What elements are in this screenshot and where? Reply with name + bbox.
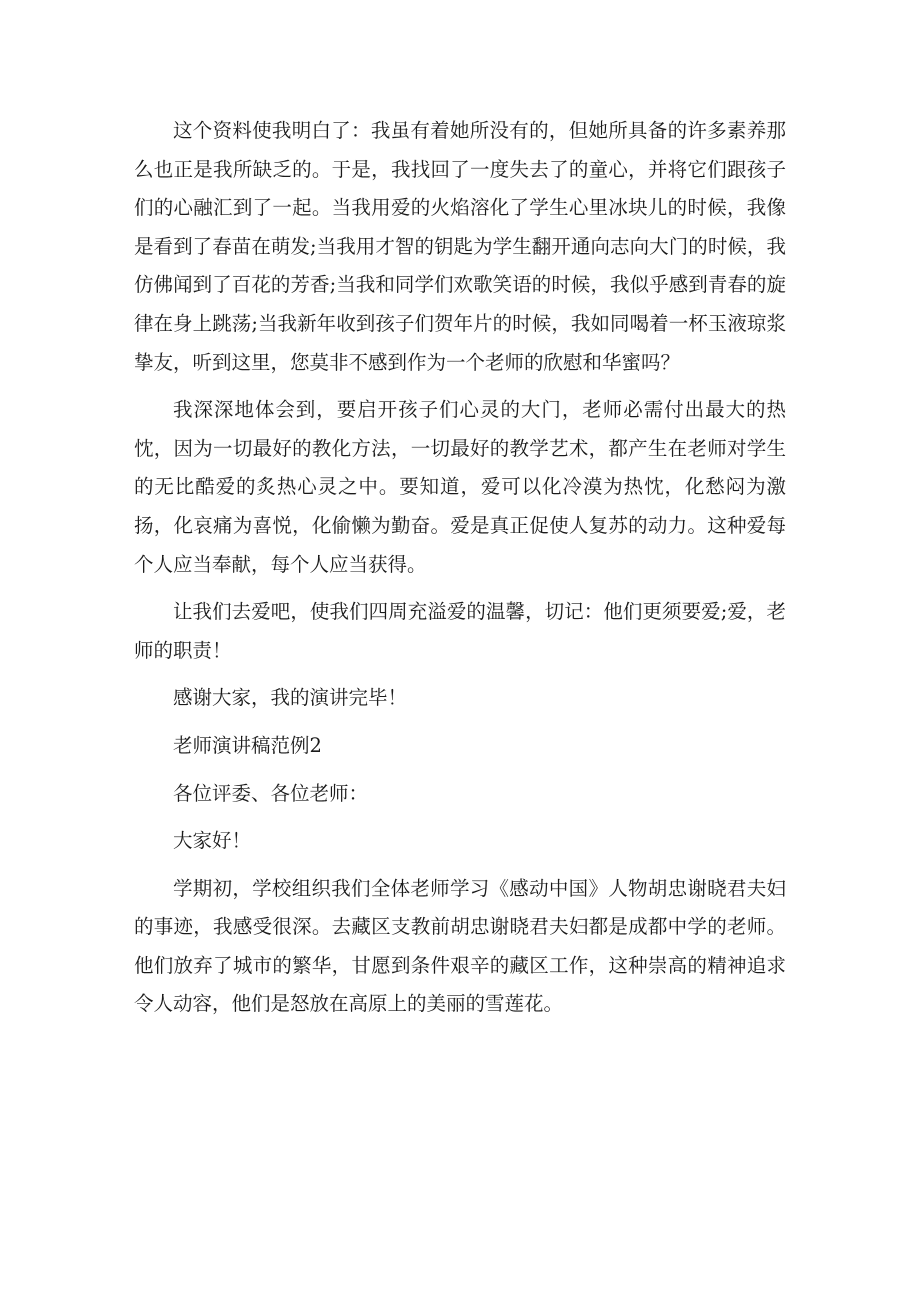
greeting: 大家好！: [173, 829, 252, 853]
paragraph-1: 这个资料使我明白了：我虽有着她所没有的，但她所具备的许多素养那么也正是我所缺乏的。于是，我找回了一度失去了的童心，并将它们跟孩子们的心融汇到了一起。当我用爱的火焰溶化了学生心里冰块儿的时候，我像是看到了春苗在萌发;当我用才智的钥匙为学生翻开通向志向大门的时候，我仿佛闻到了百花的芳香;当我和同学们欢歌笑语的时候，我似乎感到青春的旋律在身上跳荡;当我新年收到孩子们贺年片的时候，我如同喝着一杯玉液琼浆挚友，听到这里，您莫非不感到作为一个老师的欣慰和华蜜吗？: [134, 119, 786, 374]
paragraph-5: 学期初，学校组织我们全体老师学习《感动中国》人物胡忠谢晓君夫妇的事迹，我感受很深。去藏区支教前胡忠谢晓君夫妇都是成都中学的老师。他们放弃了城市的繁华，甘愿到条件艰辛的藏区工作，这种崇高的精神追求令人动容，他们是怒放在高原上的美丽的雪莲花。: [134, 876, 786, 1016]
section-heading: 老师演讲稿范例2: [173, 733, 322, 757]
paragraph-2: 我深深地体会到，要启开孩子们心灵的大门，老师必需付出最大的热忱，因为一切最好的教化方法，一切最好的教学艺术，都产生在老师对学生的无比酷爱的炙热心灵之中。要知道，爱可以化冷漠为热忱，化愁闷为激扬，化哀痛为喜悦，化偷懒为勤奋。爱是真正促使人复苏的动力。这种爱每个人应当奉献，每个人应当获得。: [134, 398, 786, 576]
salutation: 各位评委、各位老师：: [173, 781, 369, 805]
document-body: [134, 112, 786, 1033]
paragraph-4: 感谢大家，我的演讲完毕！: [173, 686, 408, 710]
paragraph-3: 让我们去爱吧，使我们四周充溢爱的温馨，切记：他们更须要爱;爱，老师的职责！: [134, 600, 786, 662]
